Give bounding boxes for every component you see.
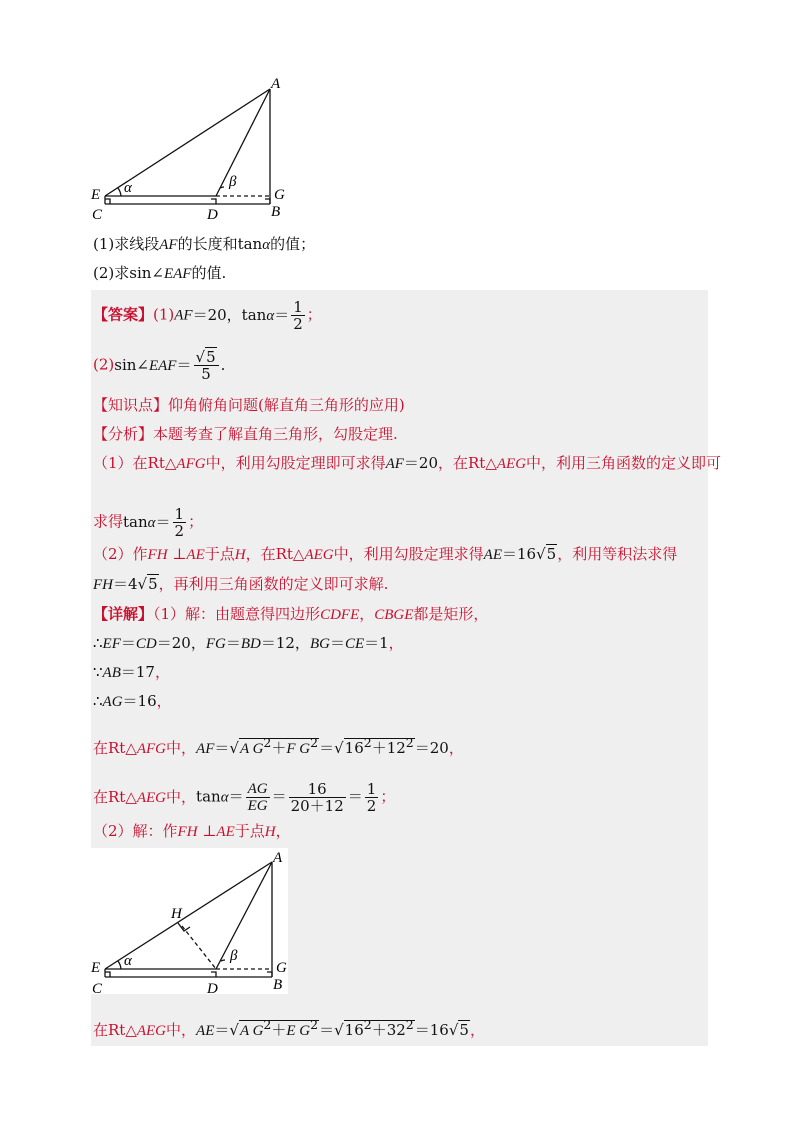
fig2-label-G: G: [276, 960, 287, 976]
answer-tag: 【答案】: [93, 305, 154, 324]
analysis-p2a: （2）作FH ⊥AE于点H，在Rt△AEG中，利用勾股定理求得AE＝16√5，利用等积法求得: [93, 545, 678, 563]
detail-l6: （2）解：作FH ⊥AE于点H，: [93, 822, 291, 840]
detail-l4: 在Rt△AFG中，AF＝√A $G^2+F$ $G^2=√16^2+12^2=20$，: [93, 735, 464, 757]
fig1-label-E: E: [91, 187, 101, 203]
detail-l3: ∴AG＝16，: [93, 692, 172, 710]
question-2: (2)求sin∠EAF的值.: [93, 264, 227, 282]
fig1-label-beta: β: [229, 174, 237, 190]
fig1-label-B: B: [271, 204, 281, 220]
fig2-label-alpha: α: [124, 953, 132, 969]
detail-l1: ∴EF＝CD＝20，FG＝BD＝12，BG＝CE＝1，: [93, 634, 404, 652]
fig2-label-E: E: [91, 960, 101, 976]
fig1-label-A: A: [271, 76, 281, 92]
fig2-label-H: H: [171, 906, 182, 922]
fig2-label-C: C: [92, 981, 103, 997]
question-1: (1)求线段AF的长度和tanα的值；: [93, 235, 316, 253]
figure-2: [88, 845, 298, 997]
analysis-head: 【分析】本题考查了解直角三角形，勾股定理.: [93, 425, 398, 443]
fig2-label-beta: β: [230, 948, 238, 964]
fig2-label-A: A: [273, 850, 283, 866]
fig1-label-C: C: [92, 207, 103, 222]
detail-l2: ∵AB＝17，: [93, 663, 170, 681]
fig2-label-B: B: [273, 977, 283, 993]
analysis-p1b: 求得tanα＝ $\frac{1}{2}$ ；: [93, 505, 204, 540]
fig1-label-D: D: [207, 207, 218, 222]
analysis-p2b: FH＝4√5，再利用三角函数的定义即可求解.: [93, 575, 389, 593]
detail-l7: 在Rt△AEG中，AE＝√A $G^2+E$ $G^2=√16^2+32^2=16√5$，: [93, 1017, 485, 1039]
analysis-p1a: （1）在Rt△AFG中，利用勾股定理即可求得AF＝20，在Rt△AEG中，利用三角函数的定义即可: [93, 454, 722, 472]
knowledge-line: 【知识点】仰角俯角问题(解直角三角形的应用): [93, 396, 405, 414]
answer-line-1: 【答案】(1)AF＝20，tanα＝ $\frac{1}{2}$ ；: [93, 298, 322, 333]
detail-l5: 在Rt△AEG中，tanα＝ $\frac{AG}{EG}$ ＝ $\frac{16}{20+12}$ ＝ $\frac{1}{2}$ ；: [93, 780, 396, 815]
fig1-label-alpha: α: [124, 180, 132, 196]
figure-1: [88, 76, 298, 222]
fig2-label-D: D: [207, 981, 218, 997]
answer-line-2: (2)sin∠EAF＝ $\frac{√5}{5}$ .: [93, 348, 226, 383]
fig1-label-G: G: [274, 187, 285, 203]
detail-head: 【详解】（1）解：由题意得四边形CDFE，CBGE都是矩形，: [93, 605, 489, 623]
